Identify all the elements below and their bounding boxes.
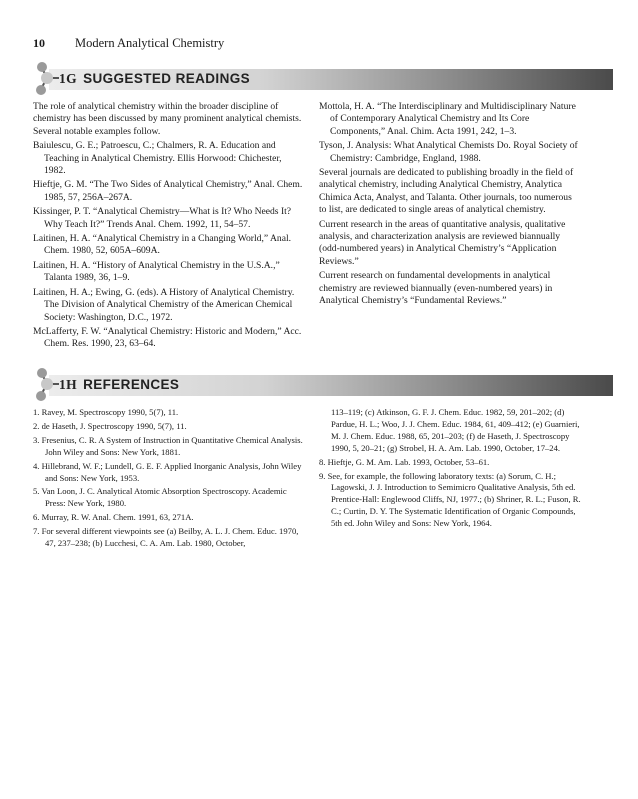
reference-entry: 2. de Haseth, J. Spectroscopy 1990, 5(7), 11. [33, 420, 187, 431]
readings-left-column [33, 101, 305, 353]
reference-continuation: 113–119; (c) Atkinson, G. F. J. Chem. Educ. 1982, 59, 201–202; (d) Pardue, H. L.; Woo, J. J. Chem. Educ. 1984, 61, 409–412; (e) Guarnieri, M. J. Chem. Educ. 1988, 65, 201–203; (f) de Haseth, J. Spectroscopy 1990, 5, 20–21; (g) Strobel, H. A. Am. Lab. 1990, October, 17–24. [331, 407, 580, 453]
reading-entry: Mottola, H. A. “The Interdisciplinary and Multidisciplinary Nature of Contemporary Analytical Chemistry and Its Core Components,” Anal. Chim. Acta 1991, 242, 1–3. [319, 101, 576, 137]
section-banner-suggested-readings [33, 64, 613, 96]
running-title: Modern Analytical Chemistry [75, 36, 225, 50]
reading-entry: Laitinen, H. A. “Analytical Chemistry in a Changing World,” Anal. Chem. 1980, 52, 605A–609A. [33, 233, 292, 257]
reading-entry: McLafferty, F. W. “Analytical Chemistry: Historic and Modern,” Acc. Chem. Res. 1990, 23, 63–64. [33, 325, 302, 350]
reading-entry: Tyson, J. Analysis: What Analytical Chemists Do. Royal Society of Chemistry: Cambridge, England, 1988. [319, 140, 578, 164]
reference-entry: 1. Ravey, M. Spectroscopy 1990, 5(7), 11. [33, 407, 179, 417]
section-banner-references [33, 370, 613, 402]
section-number: 1H [59, 377, 78, 392]
references-left-column [33, 407, 305, 552]
section-heading [59, 377, 179, 393]
reading-entry: Laitinen, H. A.; Ewing, G. (eds). A History of Analytical Chemistry. The Division of Analytical Chemistry of the American Chemical Society: Washington, D.C., 1972. [33, 286, 295, 323]
reference-entry: 9. See, for example, the following laboratory texts: (a) Sorum, C. H.; Lagowski, J. J. Introduction to Semimicro Qualitative Analysis, 5th ed. Prentice-Hall: Englewood Cliffs, NJ, 1977.; (b) Shriner, R. L.; Fuson, R. C.; Curtin, D. Y. The Systematic Identification of Organic Compounds, 5th ed. John Wiley and Sons: New York, 1964. [319, 470, 581, 529]
section-number: 1G [59, 71, 78, 86]
reference-entry: 8. Hieftje, G. M. Am. Lab. 1993, October, 53–61. [319, 456, 490, 467]
reading-entry: Baiulescu, G. E.; Patroescu, C.; Chalmers, R. A. Education and Teaching in Analytical Chemistry. Ellis Horwood: Chichester, 1982. [33, 140, 282, 177]
reference-entry: 6. Murray, R. W. Anal. Chem. 1991, 63, 271A. [33, 512, 194, 523]
readings-right-column [319, 101, 581, 310]
reading-note: Current research in the areas of quantitative analysis, qualitative analysis, and characterization analysis are reviewed biannually (odd-numbered years) in Analytical Chemistry’s “Application Reviews.” [319, 218, 566, 267]
reading-entry: Laitinen, H. A. “History of Analytical Chemistry in the U.S.A.,” Talanta 1989, 36, 1–9. [33, 259, 280, 284]
section-title: REFERENCES [83, 377, 180, 392]
reference-entry: 5. Van Loon, J. C. Analytical Atomic Absorption Spectroscopy. Academic Press: New York, 1980. [33, 486, 287, 509]
section-title: SUGGESTED READINGS [83, 71, 251, 86]
reading-note: Current research on fundamental developments in analytical chemistry are reviewed biannually (even-numbered years) in Analytical Chemistry’s “Fundamental Reviews.” [319, 270, 553, 307]
reference-entry: 7. For several different viewpoints see (a) Beilby, A. L. J. Chem. Educ. 1970, 47, 237–238; (b) Lucchesi, C. A. Am. Lab. 1980, October, [33, 526, 299, 549]
page-header [33, 36, 613, 54]
section-heading [59, 71, 250, 87]
readings-intro: The role of analytical chemistry within the broader discipline of chemistry has been discussed by many prominent analytical chemists. Several notable examples follow. [33, 101, 302, 137]
page-number: 10 [33, 36, 45, 50]
reference-entry: 4. Hillebrand, W. F.; Lundell, G. E. F. Applied Inorganic Analysis, John Wiley and Sons: New York, 1953. [33, 460, 302, 483]
reading-entry: Hieftje, G. M. “The Two Sides of Analytical Chemistry,” Anal. Chem. 1985, 57, 256A–267A. [33, 179, 303, 203]
reading-note: Several journals are dedicated to publishing broadly in the field of analytical chemistry, including Analytical Chemistry, Analytica Chimica Acta, Analyst, and Talanta. Other journals, too numerous to list, are dedicated to single areas of analytical chemistry. [319, 167, 574, 216]
references-right-column [319, 407, 584, 532]
reading-entry: Kissinger, P. T. “Analytical Chemistry—What is It? Who Needs It? Why Teach It?” Trends Anal. Chem. 1992, 11, 54–57. [33, 206, 292, 230]
reference-entry: 3. Fresenius, C. R. A System of Instruction in Quantitative Chemical Analysis. John Wiley and Sons: New York, 1881. [33, 434, 303, 457]
